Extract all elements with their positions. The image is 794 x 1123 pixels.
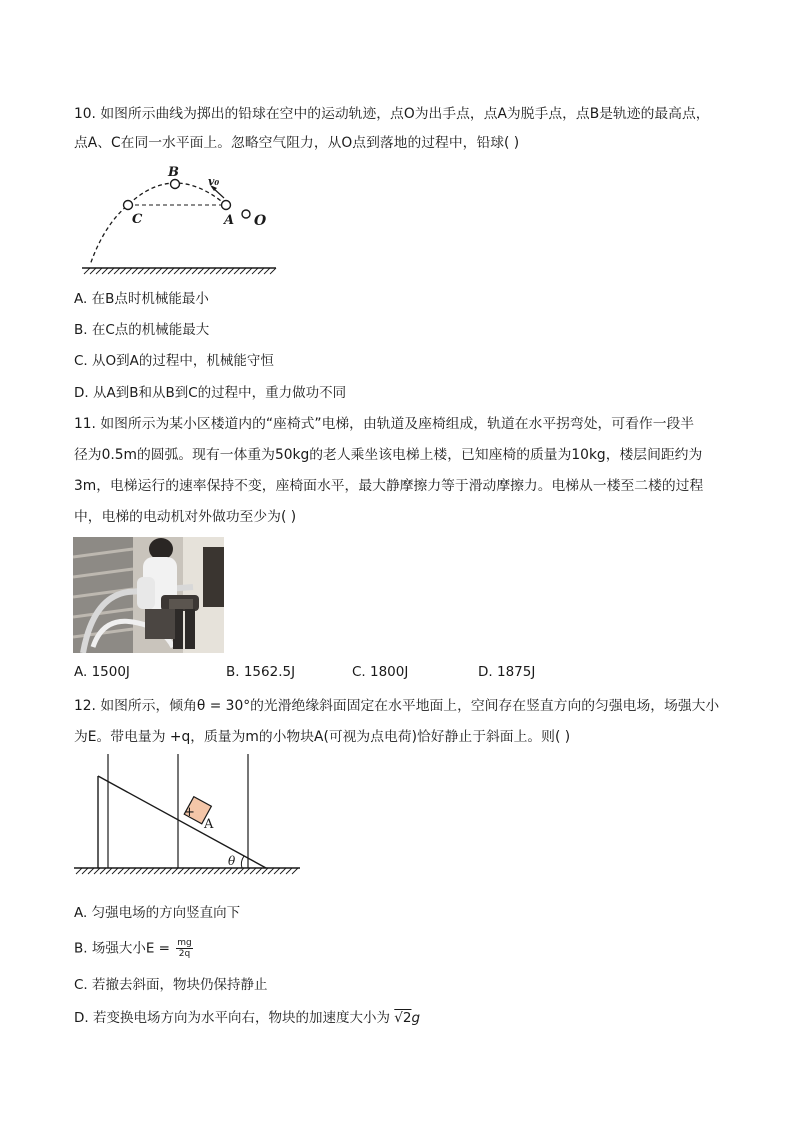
q12-option-d [74, 1008, 420, 1028]
q12-stem-line2: 为E。带电量为 +q，质量为m的小物块A(可视为点电荷)恰好静止于斜面上。则( ) [74, 729, 571, 745]
q10-option-a: A. 在B点时机械能最小 [74, 291, 209, 307]
q11-option-a: A. 1500J [74, 664, 130, 680]
q10-option-b: B. 在C点的机械能最大 [74, 322, 210, 338]
q10-stem-line2: 点A、C在同一水平面上。忽略空气阻力，从O点到落地的过程中，铅球( ) [74, 135, 520, 151]
stair-lift-photo [73, 537, 224, 653]
q10-trajectory-figure [74, 165, 284, 275]
q12-option-d-prefix: D. 若变换电场方向为水平向右，物块的加速度大小为 [74, 1010, 395, 1026]
sqrt-two: √2 [394, 1010, 412, 1026]
q12-incline-figure [72, 752, 304, 882]
label-A: A [224, 213, 235, 228]
q11-stem-line2: 径为0.5m的圆弧。现有一体重为50kg的老人乘坐该电梯上楼，已知座椅的质量为10kg，楼层间距约为 [74, 447, 703, 463]
label-v0: v₀ [208, 175, 220, 188]
fraction-numerator: mg [177, 938, 192, 948]
q11-stem-line4: 中，电梯的电动机对外做功至少为( ) [74, 509, 297, 525]
q12-option-a: A. 匀强电场的方向竖直向下 [74, 905, 241, 921]
q12-stem-line1: 12. 如图所示，倾角θ = 30°的光滑绝缘斜面固定在水平地面上，空间存在竖直方向的匀强电场，场强大小 [74, 698, 720, 714]
q10-stem-line1: 10. 如图所示曲线为掷出的铅球在空中的运动轨迹，点O为出手点，点A为脱手点，点B是轨迹的最高点， [74, 106, 710, 122]
q11-option-d: D. 1875J [478, 664, 536, 680]
label-C: C [132, 212, 143, 227]
q11-options-row [74, 664, 714, 684]
label-theta: θ [228, 854, 236, 868]
label-block-A: A [204, 817, 214, 832]
label-B: B [168, 165, 179, 180]
q11-option-c: C. 1800J [352, 664, 409, 680]
charge-plus: + [184, 805, 195, 820]
fraction-denominator: 2q [178, 949, 191, 959]
q11-stem-line1: 11. 如图所示为某小区楼道内的“座椅式”电梯，由轨道及座椅组成，轨道在水平拐弯处，可看作一段半 [74, 416, 695, 432]
q12-option-d-suffix: g [411, 1010, 421, 1026]
fraction-mg-over-2q [176, 938, 192, 959]
q11-stem-line3: 3m，电梯运行的速率保持不变，座椅面水平，最大静摩擦力等于滑动摩擦力。电梯从一楼至二楼的过程 [74, 478, 704, 494]
q11-option-b: B. 1562.5J [226, 664, 296, 680]
q12-option-b [74, 938, 193, 959]
q12-option-b-prefix: B. 场强大小E = [74, 940, 170, 957]
q12-option-c: C. 若撤去斜面，物块仍保持静止 [74, 977, 268, 993]
q10-option-c: C. 从O到A的过程中，机械能守恒 [74, 353, 274, 369]
q10-option-d: D. 从A到B和从B到C的过程中，重力做功不同 [74, 385, 347, 401]
label-O: O [254, 213, 267, 229]
